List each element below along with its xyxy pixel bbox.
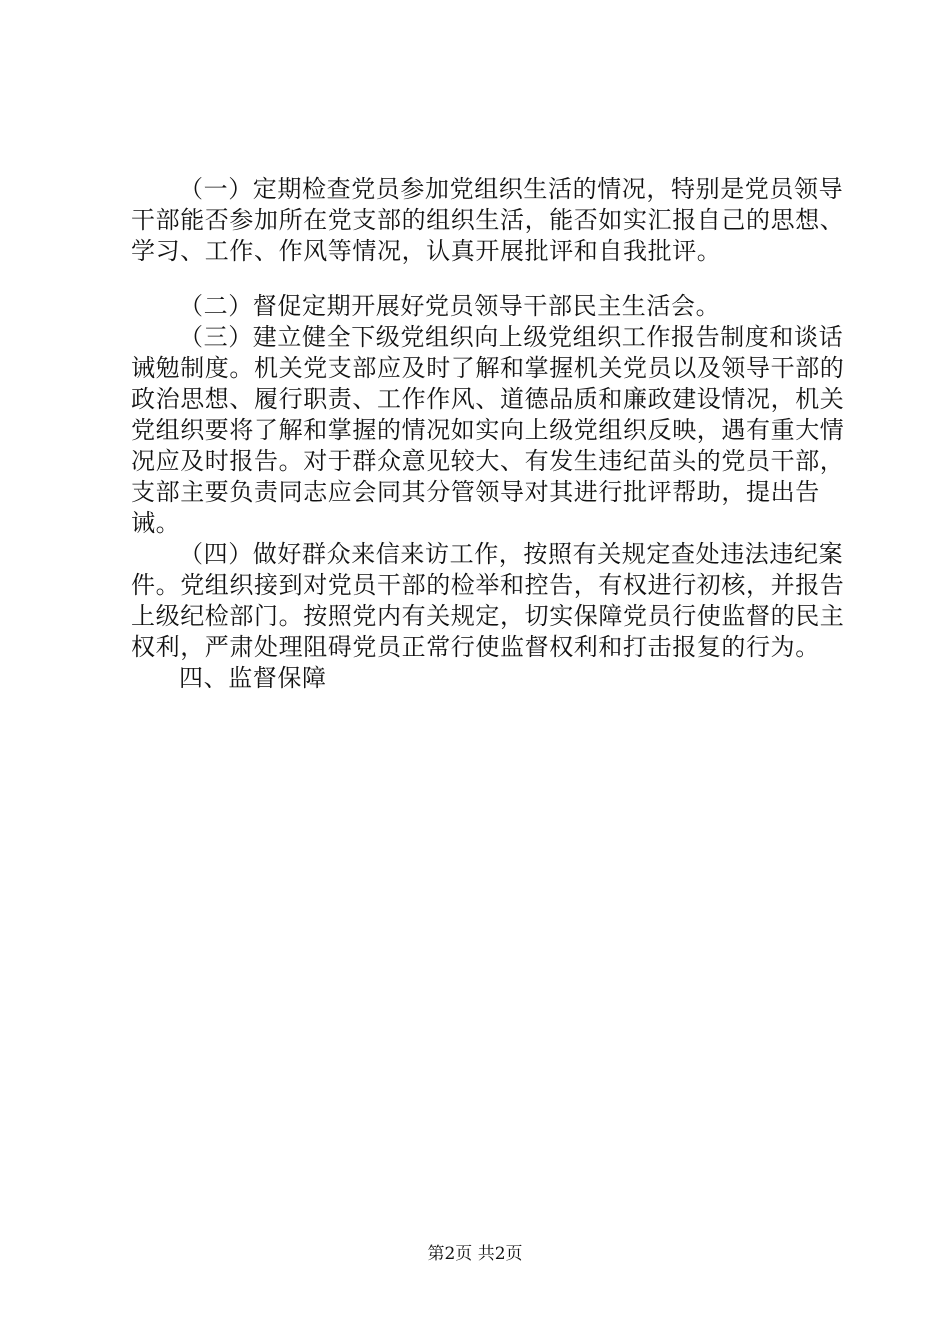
paragraph-item-3: （三）建立健全下级党组织向上级党组织工作报告制度和谈话诫勉制度。机关党支部应及时了解和掌握机关党员以及领导干部的政治思想、履行职责、工作作风、道德品质和廉政建设情况，机关党组织要将了解和掌握的情况如实向上级党组织反映，遇有重大情况应及时报告。对于群众意见较大、有发生违纪苗头的党员干部，支部主要负责同志应会同其分管领导对其进行批评帮助，提出告诫。 bbox=[131, 323, 845, 537]
paragraph-item-4: （四）做好群众来信来访工作，按照有关规定查处违法违纪案件。党组织接到对党员干部的检举和控告，有权进行初核，并报告上级纪检部门。按照党内有关规定，切实保障党员行使监督的民主权利，严肃处理阻碍党员正常行使监督权利和打击报复的行为。 bbox=[131, 540, 845, 661]
section-heading: 四、监督保障 bbox=[179, 664, 327, 692]
paragraph-item-2: （二）督促定期开展好党员领导干部民主生活会。 bbox=[179, 292, 721, 320]
document-body bbox=[131, 174, 851, 694]
paragraph-item-1: （一）定期检查党员参加党组织生活的情况，特别是党员领导干部能否参加所在党支部的组织生活，能否如实汇报自己的思想、学习、工作、作风等情况，认真开展批评和自我批评。 bbox=[131, 175, 845, 265]
page-footer: 第2页 共2页 bbox=[427, 1244, 523, 1264]
